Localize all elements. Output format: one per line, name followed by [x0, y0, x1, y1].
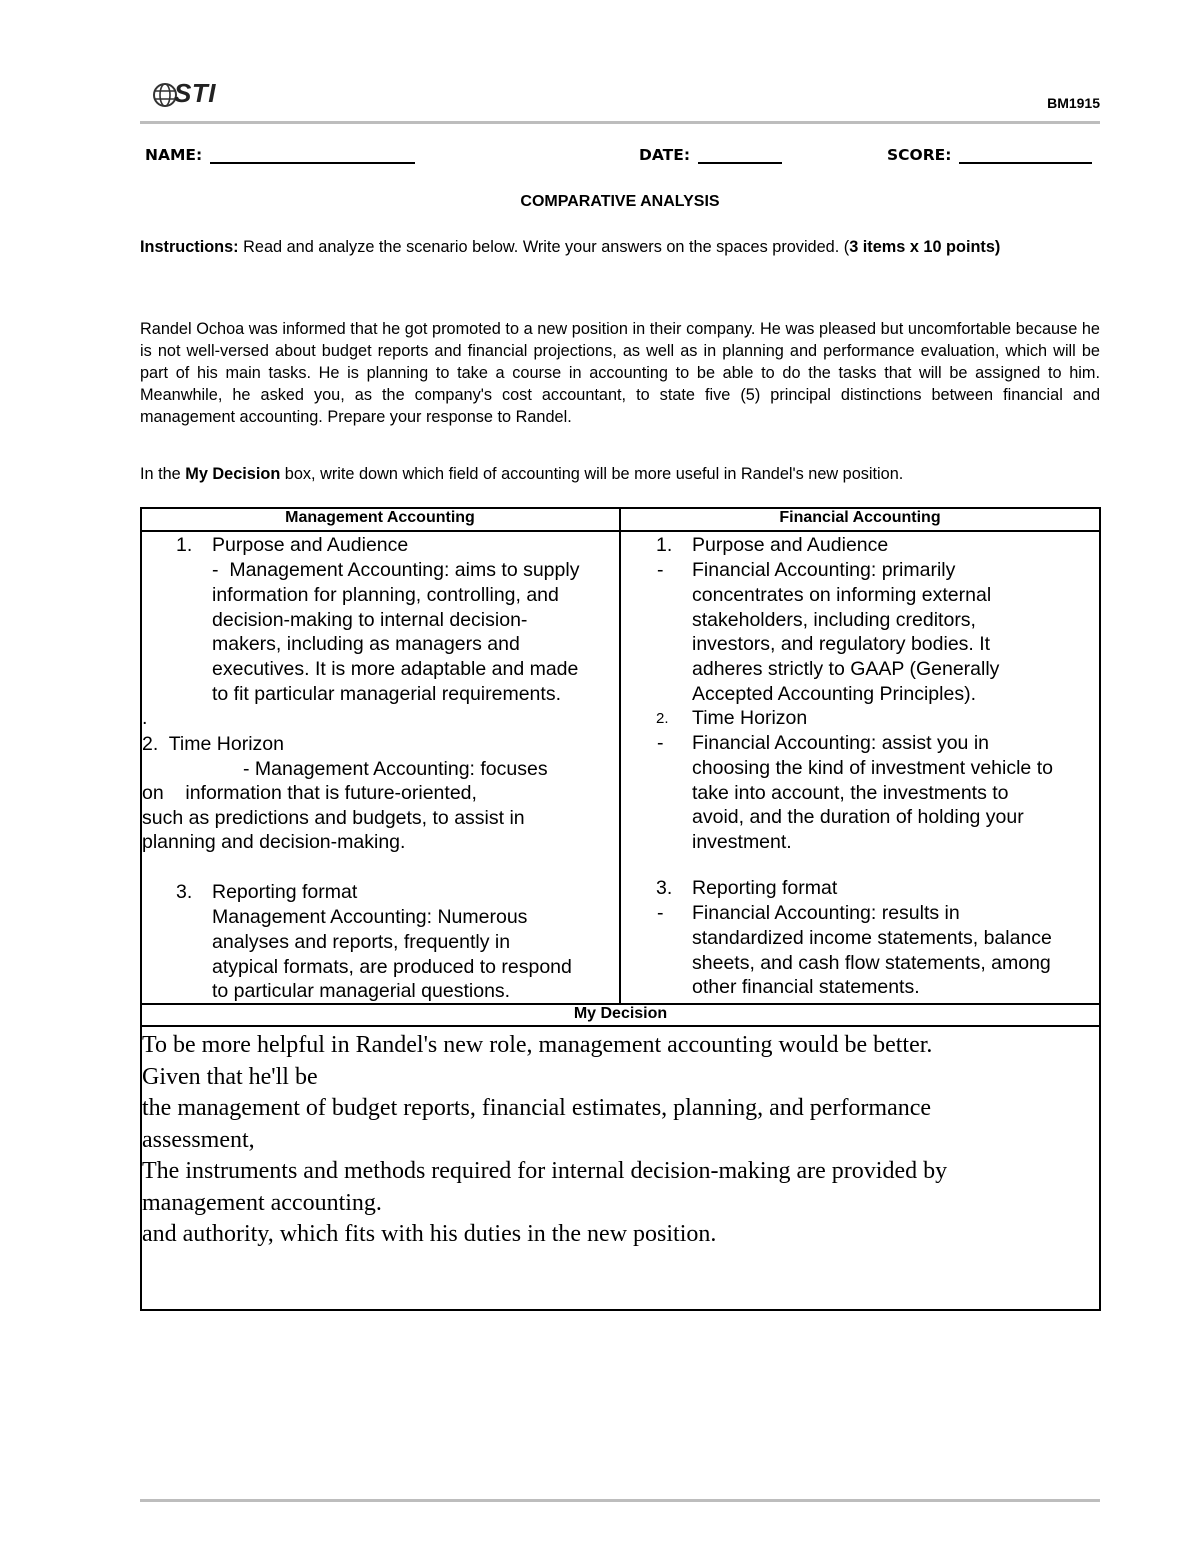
scenario-text: Randel Ochoa was informed that he got promoted to a new position in their company. He was pleased but uncomfortable because he is not well-versed about budget reports and financial projections, as well as in planning and performance evaluation, which will be part of his main tasks. He is planning to take a course in accounting to be able to do the tasks that will be assigned to him. Meanwhile, he asked you, as the company's cost accountant, to state five (5) principal distinctions between financial and management accounting. Prepare your response to Randel. [140, 320, 1100, 426]
fin-item1-line: stakeholders, including creditors, [692, 608, 976, 631]
column-divider [619, 507, 621, 1003]
fin-item3-body [692, 901, 1052, 1000]
fin-item3-dash: - [657, 902, 664, 924]
fin-item1-line: adheres strictly to GAAP (Generally [692, 658, 1000, 681]
mgmt-item3-line: to particular managerial questions. [212, 980, 511, 1003]
sti-logo [152, 78, 227, 112]
decision-line: The instruments and methods required for internal decision-making are provided by [142, 1158, 948, 1184]
fin-item3-line: standardized income statements, balance [692, 926, 1052, 949]
mgmt-stray-dot: . [142, 707, 148, 729]
mgmt-item2-line: planning and decision-making. [142, 831, 406, 853]
document-code: BM1915 [1047, 95, 1100, 111]
header-rule [140, 121, 1100, 124]
instructions-close: ) [994, 238, 1001, 256]
instructions-points: 3 items x 10 points [849, 238, 995, 256]
mgmt-item1-line: information for planning, controlling, and [212, 583, 559, 606]
mgmt-item1-line: to fit particular managerial requirements. [212, 682, 561, 705]
instructions [140, 237, 1100, 258]
decision-instruction-pre: In the [140, 465, 186, 483]
fin-item2-line: investment. [692, 831, 792, 854]
decision-line: management accounting. [142, 1189, 382, 1216]
fin-item3-title: Reporting format [692, 877, 838, 899]
mgmt-item2-line: on information that is future-oriented, [142, 782, 477, 804]
decision-instruction [140, 465, 1100, 484]
fin-item2-number: 2. [656, 710, 669, 727]
name-blank[interactable] [210, 146, 415, 164]
decision-line: the management of budget reports, financial estimates, planning, and performance [142, 1095, 932, 1121]
score-field [887, 146, 1092, 164]
mgmt-item1-line: - Management Accounting: aims to supply [212, 559, 580, 581]
instructions-label: Instructions: [140, 238, 239, 256]
mgmt-item2-line: such as predictions and budgets, to assist in [142, 807, 525, 829]
fin-item1-number: 1. [656, 534, 673, 556]
mgmt-item3-body [212, 905, 572, 1004]
fin-item1-body [692, 558, 999, 707]
instructions-text: Read and analyze the scenario below. Write your answers on the spaces provided. ( [238, 238, 850, 256]
mgmt-item1-line: decision-making to internal decision- [212, 608, 528, 631]
fin-item3-line: Financial Accounting: results in [692, 902, 960, 924]
mgmt-item1-number: 1. [176, 534, 193, 556]
date-field [639, 146, 782, 164]
decision-instruction-post: box, write down which field of accounting will be more useful in Randel's new position. [280, 465, 904, 483]
decision-line: To be more helpful in Randel's new role, management accounting would be better. [142, 1032, 933, 1058]
mgmt-item3-line: analyses and reports, frequently in [212, 930, 511, 953]
page-title: COMPARATIVE ANALYSIS [520, 193, 720, 210]
fin-item1-line: Accepted Accounting Principles). [692, 682, 976, 705]
logo-text: STI [174, 78, 216, 108]
mgmt-item3-number: 3. [176, 881, 193, 903]
fin-item2-line: avoid, and the duration of holding your [692, 806, 1024, 829]
footer-rule [140, 1499, 1100, 1502]
fin-item3-line: sheets, and cash flow statements, among [692, 951, 1051, 974]
fin-item3-number: 3. [656, 877, 673, 899]
decision-instruction-bold: My Decision [185, 465, 281, 483]
fin-item1-dash: - [657, 559, 664, 581]
fin-item2-line: take into account, the investments to [692, 781, 1009, 804]
date-label: DATE: [639, 146, 691, 164]
mgmt-item2-title: 2. Time Horizon [142, 733, 284, 755]
fin-item1-line: concentrates on informing external [692, 583, 992, 606]
date-blank[interactable] [698, 146, 782, 164]
header-row-divider [140, 530, 1101, 532]
mgmt-item3-line: Management Accounting: Numerous [212, 906, 528, 928]
mgmt-item3-line: atypical formats, are produced to respond [212, 955, 572, 978]
fin-item2-dash: - [657, 732, 664, 754]
mgmt-item1-line: executives. It is more adaptable and made [212, 658, 579, 681]
column-header-financial: Financial Accounting [779, 509, 941, 526]
decision-line: assessment, [142, 1126, 255, 1153]
mgmt-item1-line: makers, including as managers and [212, 633, 520, 656]
fin-item2-title: Time Horizon [692, 707, 808, 729]
mgmt-item3-title: Reporting format [212, 881, 358, 903]
name-label: NAME: [145, 146, 203, 164]
fin-item3-line: other financial statements. [692, 976, 920, 999]
fin-item1-line: Financial Accounting: primarily [692, 559, 956, 581]
mgmt-item1-body [212, 558, 579, 707]
mgmt-item1-title: Purpose and Audience [212, 534, 409, 556]
fin-item2-line: Financial Accounting: assist you in [692, 732, 989, 754]
decision-line: and authority, which fits with his duties in the new position. [142, 1221, 717, 1247]
fin-item2-line: choosing the kind of investment vehicle to [692, 756, 1053, 779]
column-header-management: Management Accounting [285, 509, 475, 526]
name-field [145, 146, 415, 164]
decision-header-divider [140, 1025, 1101, 1027]
decision-line: Given that he'll be [142, 1063, 318, 1090]
decision-header: My Decision [573, 1005, 668, 1022]
fin-item2-body [692, 731, 1053, 855]
score-blank[interactable] [959, 146, 1092, 164]
decision-answer[interactable] [142, 1030, 1097, 1251]
fin-item1-line: investors, and regulatory bodies. It [692, 633, 991, 656]
mgmt-item2-line: - Management Accounting: focuses [243, 758, 548, 780]
fin-item1-title: Purpose and Audience [692, 534, 889, 556]
score-label: SCORE: [887, 146, 952, 164]
